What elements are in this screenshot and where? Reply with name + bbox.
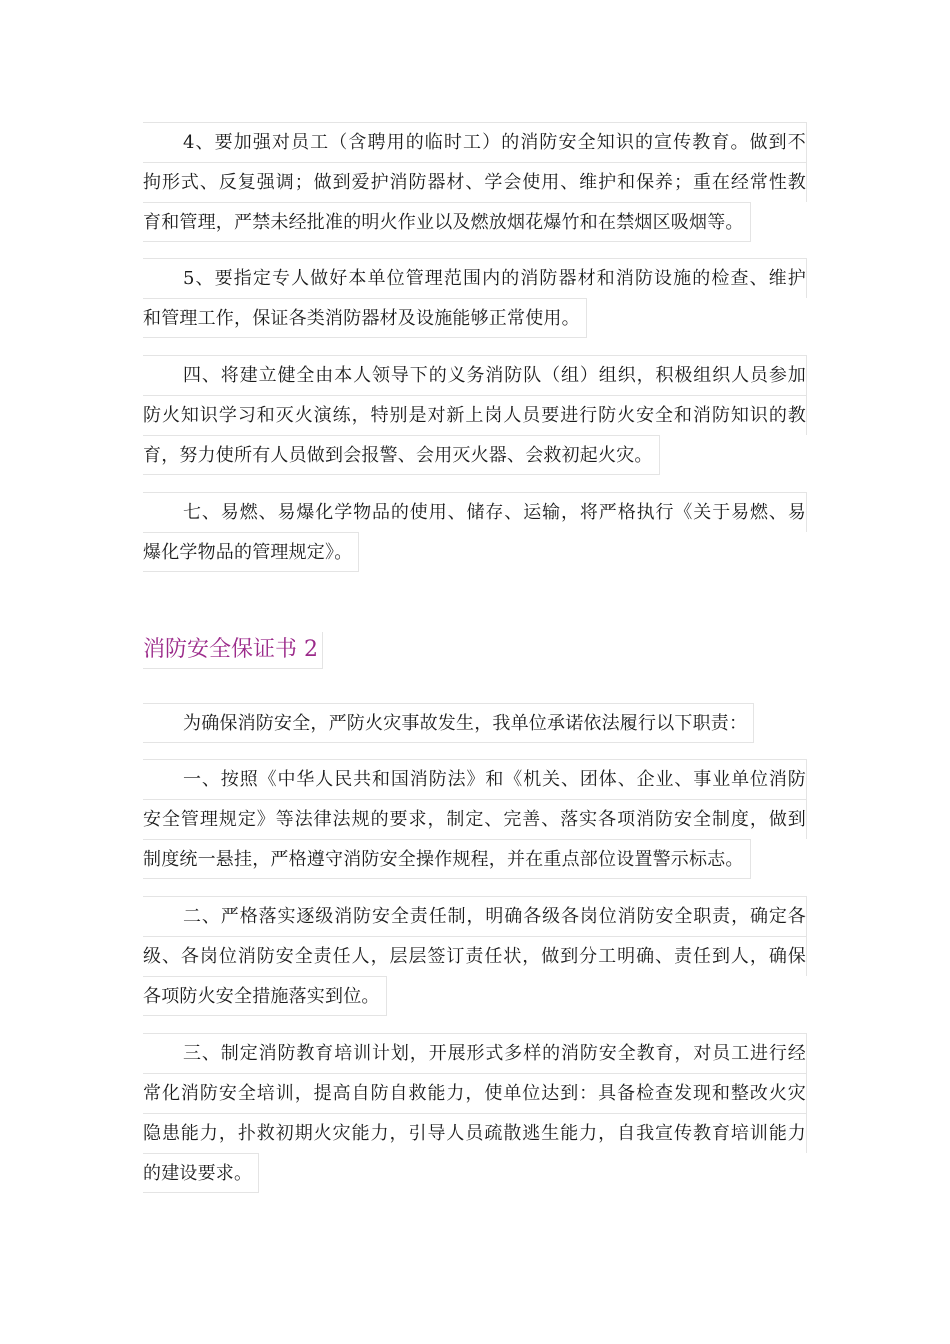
text-line: 二、严格落实逐级消防安全责任制，明确各级各岗位消防安全职责，确定各 [143,896,807,936]
text-line: 拘形式、反复强调；做到爱护消防器材、学会使用、维护和保养；重在经常性教 [143,162,807,202]
text-line: 为确保消防安全，严防火灾事故发生，我单位承诺依法履行以下职责： [143,703,754,743]
text-line: 育，努力使所有人员做到会报警、会用灭火器、会救初起火灾。 [143,435,660,475]
paragraph-intro [143,703,807,747]
paragraph-item-four [143,355,807,479]
text-line: 防火知识学习和灭火演练，特别是对新上岗人员要进行防火安全和消防知识的教 [143,395,807,435]
text-line: 常化消防安全培训，提高自防自救能力，使单位达到：具备检查发现和整改火灾 [143,1073,807,1113]
text-line: 级、各岗位消防安全责任人，层层签订责任状，做到分工明确、责任到人，确保 [143,936,807,976]
text-line: 七、易燃、易爆化学物品的使用、储存、运输，将严格执行《关于易燃、易 [143,492,807,532]
text-line: 隐患能力，扑救初期火灾能力，引导人员疏散逃生能力，自我宣传教育培训能力 [143,1113,807,1153]
paragraph-item-three [143,1033,807,1197]
text-line: 各项防火安全措施落实到位。 [143,976,387,1016]
text-line: 4、要加强对员工（含聘用的临时工）的消防安全知识的宣传教育。做到不 [143,122,807,162]
text-line: 四、将建立健全由本人领导下的义务消防队（组）组织，积极组织人员参加 [143,355,807,395]
text-line: 的建设要求。 [143,1153,259,1193]
text-line: 一、按照《中华人民共和国消防法》和《机关、团体、企业、事业单位消防 [143,759,807,799]
text-line: 和管理工作，保证各类消防器材及设施能够正常使用。 [143,298,587,338]
paragraph-item-5 [143,258,807,342]
text-line: 制度统一悬挂，严格遵守消防安全操作规程，并在重点部位设置警示标志。 [143,839,751,879]
paragraph-item-two [143,896,807,1020]
paragraph-item-seven [143,492,807,576]
text-line: 三、制定消防教育培训计划，开展形式多样的消防安全教育，对员工进行经 [143,1033,807,1073]
paragraph-item-one [143,759,807,883]
paragraph-item-4 [143,122,807,246]
text-line: 5、要指定专人做好本单位管理范围内的消防器材和消防设施的检查、维护 [143,258,807,298]
text-line: 爆化学物品的管理规定》。 [143,532,359,572]
text-line: 安全管理规定》等法律法规的要求，制定、完善、落实各项消防安全制度，做到 [143,799,807,839]
section-heading: 消防安全保证书 2 [143,632,323,669]
text-line: 育和管理，严禁未经批准的明火作业以及燃放烟花爆竹和在禁烟区吸烟等。 [143,202,751,242]
